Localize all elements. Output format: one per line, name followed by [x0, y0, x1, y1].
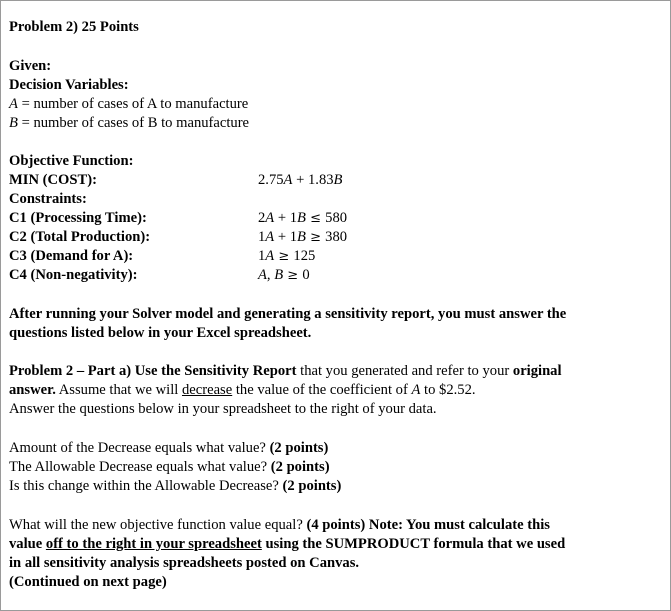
variable-b-definition: B = number of cases of B to manufacture [9, 115, 250, 131]
final-question-line-3: in all sensitivity analysis spreadsheets posted on Canvas. [9, 555, 360, 571]
decision-variables-label: Decision Variables: [9, 77, 129, 93]
constraint-c2-label: C2 (Total Production): [9, 229, 151, 245]
question-allowable-decrease: The Allowable Decrease equals what value? (2 points) [9, 459, 330, 475]
constraint-c2-expression: 1A + 1B ≥ 380 [258, 229, 348, 245]
instructions-line-1: After running your Solver model and generating a sensitivity report, you must answer the [9, 306, 567, 322]
final-question-line-1: What will the new objective function value equal? (4 points) Note: You must calculate this [9, 517, 550, 533]
objective-expression: 2.75A + 1.83B [258, 172, 343, 188]
constraints-label: Constraints: [9, 191, 87, 207]
constraint-c3-label: C3 (Demand for A): [9, 248, 134, 264]
constraint-c1-label: C1 (Processing Time): [9, 210, 147, 226]
question-within-allowable: Is this change within the Allowable Decrease? (2 points) [9, 478, 342, 494]
instructions-line-2: questions listed below in your Excel spreadsheet. [9, 325, 312, 341]
constraint-c4-expression: A, B ≥ 0 [258, 267, 310, 283]
problem-title: Problem 2) 25 Points [9, 19, 139, 35]
variable-a-definition: A = number of cases of A to manufacture [9, 96, 249, 112]
question-amount-of-decrease: Amount of the Decrease equals what value? (2 points) [9, 440, 329, 456]
part-a-line-2: answer. Assume that we will decrease the value of the coefficient of A to $2.52. [9, 382, 476, 398]
final-question-line-2: value off to the right in your spreadsheet using the SUMPRODUCT formula that we used [9, 536, 566, 552]
part-a-line-1: Problem 2 – Part a) Use the Sensitivity Report that you generated and refer to your original [9, 363, 562, 379]
constraint-c4-label: C4 (Non-negativity): [9, 267, 138, 283]
objective-label: Objective Function: [9, 153, 134, 169]
given-label: Given: [9, 58, 52, 74]
continued-note: (Continued on next page) [9, 574, 167, 590]
min-cost-label: MIN (COST): [9, 172, 97, 188]
part-a-line-3: Answer the questions below in your spreadsheet to the right of your data. [9, 401, 437, 417]
constraint-c3-expression: 1A ≥ 125 [258, 248, 316, 264]
constraint-c1-expression: 2A + 1B ≤ 580 [258, 210, 348, 226]
